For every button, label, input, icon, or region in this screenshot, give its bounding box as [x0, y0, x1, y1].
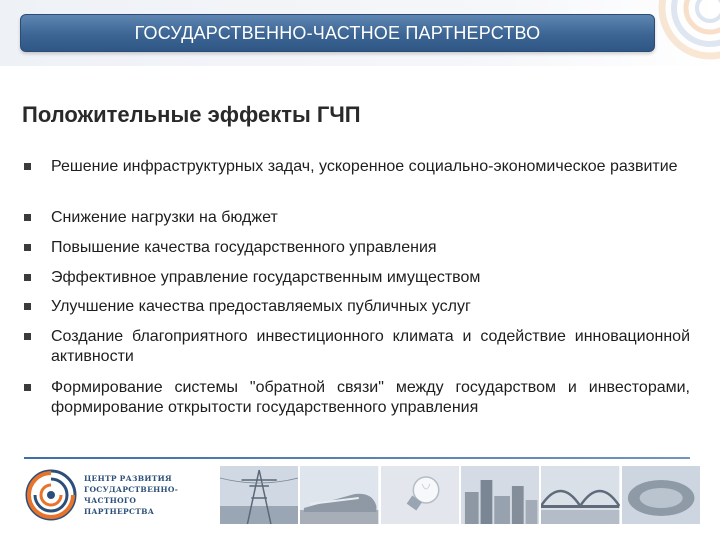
square-bullet-icon — [24, 163, 31, 170]
list-item — [22, 238, 690, 258]
list-item — [22, 268, 690, 288]
bullet-text: Повышение качества государственного управления — [51, 239, 437, 256]
list-item — [22, 327, 690, 367]
photo-strip — [220, 466, 700, 524]
header-title: ГОСУДАРСТВЕННО-ЧАСТНОЕ ПАРТНЕРСТВО — [134, 22, 541, 43]
footer-divider — [24, 457, 690, 459]
square-bullet-icon — [24, 244, 31, 251]
stadium-photo — [622, 466, 700, 524]
logo-line: ГОСУДАРСТВЕННО-ЧАСТНОГО — [84, 485, 179, 505]
bullet-text: Решение инфраструктурных задач, ускоренное социально-экономическое развитие — [51, 158, 678, 175]
logo-line: ЦЕНТР РАЗВИТИЯ — [84, 474, 172, 483]
concentric-arcs-logo-icon — [24, 468, 78, 522]
square-bullet-icon — [24, 384, 31, 391]
header-title-bar — [20, 14, 655, 52]
square-bullet-icon — [24, 333, 31, 340]
power-line-tower-photo — [220, 466, 298, 524]
list-item — [22, 208, 690, 228]
high-speed-train-photo — [300, 466, 378, 524]
square-bullet-icon — [24, 214, 31, 221]
city-buildings-photo — [461, 466, 539, 524]
bullet-text: Создание благоприятного инвестиционного климата и содействие инновационной активности — [51, 328, 690, 365]
bridge-photo — [541, 466, 619, 524]
light-bulb-photo — [381, 466, 459, 524]
list-item — [22, 378, 690, 418]
square-bullet-icon — [24, 274, 31, 281]
list-item — [22, 297, 690, 317]
bullet-text: Улучшение качества предоставляемых публичных услуг — [51, 298, 471, 315]
bullet-text: Формирование системы "обратной связи" между государством и инвесторами, формирование открытости государственного управления — [51, 379, 690, 416]
logo-line: ПАРТНЕРСТВА — [84, 507, 155, 516]
list-item — [22, 157, 690, 177]
bullet-text: Снижение нагрузки на бюджет — [51, 209, 278, 226]
square-bullet-icon — [24, 303, 31, 310]
slide-title: Положительные эффекты ГЧП — [22, 102, 361, 127]
bullet-text: Эффективное управление государственным имуществом — [51, 269, 481, 286]
ppp-center-logo — [24, 464, 219, 526]
